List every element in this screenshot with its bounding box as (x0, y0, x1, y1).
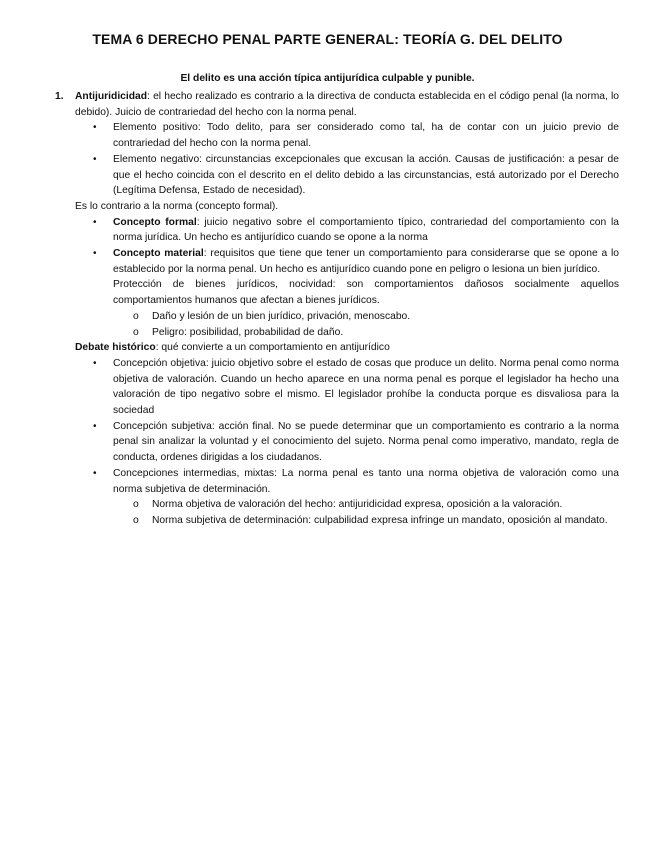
list-item (93, 356, 619, 419)
circle-marker: o (133, 514, 139, 526)
list-item (133, 513, 619, 529)
term-antijuridicidad: Antijuridicidad (75, 91, 148, 102)
bullet-text: Concepciones intermedias, mixtas: La norma penal es tanto una norma objetiva de valoración como una norma subjetiva de determinación. (113, 467, 619, 495)
bullet-text: : juicio negativo sobre el comportamiento típico, contrariedad del comportamiento con la norma jurídica. Un hecho es antijurídico cuando se opone a la norma (113, 216, 619, 244)
section-text: : el hecho realizado es contrario a la directiva de conducta establecida en el código penal (la norma, lo debido). Juicio de contrariedad del hecho con la norma penal. (75, 91, 619, 118)
document-body (0, 89, 655, 529)
list-item (133, 497, 619, 513)
list-item (93, 466, 619, 497)
bullet-marker: • (93, 153, 97, 165)
list-item (133, 325, 619, 341)
contrary-line: Es lo contrario a la norma (concepto formal). (75, 200, 279, 212)
term-concepto-material: Concepto material (113, 248, 204, 260)
bullet-marker: • (93, 122, 97, 134)
list-item (93, 419, 619, 466)
bullet-marker: • (93, 357, 97, 369)
list-item (93, 215, 619, 246)
bullet-text: Concepción subjetiva: acción final. No se puede determinar que un comportamiento es contrario a la norma penal sin analizar la voluntad y el conocimiento del sujeto. Norma penal como imperativo, mandato, regla de conducta, ordenes dirigidas a los ciudadanos. (113, 420, 619, 464)
term-concepto-formal: Concepto formal (113, 216, 197, 228)
bullet-text: Concepción objetiva: juicio objetivo sobre el estado de cosas que produce un delito. Norma penal como norma objetiva de valoración. Cuando un hecho aparece en una norma penal es porque el legislador ha hecho una valoración de tipo negativo sobre el mismo. El legislador prohíbe la conducta porque es disvaliosa para la sociedad (113, 357, 619, 417)
bullet-marker: • (93, 216, 97, 228)
sub-bullet-text: Norma subjetiva de determinación: culpabilidad expresa infringe un mandato, oposición al mandato. (152, 514, 608, 526)
list-item (93, 120, 619, 151)
sub-bullet-text: Daño y lesión de un bien jurídico, privación, menoscabo. (152, 310, 411, 322)
list-item (133, 309, 619, 325)
sub-bullet-text: Peligro: posibilidad, probabilidad de daño. (152, 326, 344, 338)
protection-paragraph: Protección de bienes jurídicos, nocividad: son comportamientos dañosos socialmente aquellos comportamientos humanos que afectan a bienes jurídicos. (113, 279, 619, 307)
sub-bullet-text: Norma objetiva de valoración del hecho: antijuridicidad expresa, oposición a la valoración. (152, 499, 563, 511)
bullet-marker: • (93, 467, 97, 479)
bullet-marker: • (93, 248, 97, 260)
section-number: 1. (55, 91, 64, 102)
circle-marker: o (133, 310, 139, 322)
debate-heading (75, 340, 619, 356)
bullet-text: : requisitos que tiene que tener un comportamiento para considerarse que se opone a lo establecido por la norma penal. Un hecho es antijurídico cuando pone en peligro o lesiona un bien jurídico. (113, 248, 619, 275)
term-debate-historico: Debate histórico (75, 342, 156, 354)
bullet-text: Elemento negativo: circunstancias excepcionales que excusan la acción. Causas de justificación: a pesar de que el hecho coincida con el descrito en el delito debido a las circunstancias, está autorizado por el Derecho (Legítima Defensa, Estado de necesidad). (113, 153, 619, 197)
bullet-marker: • (93, 420, 97, 432)
circle-marker: o (133, 499, 139, 511)
bullet-text: Elemento positivo: Todo delito, para ser considerado como tal, ha de contar con un juicio previo de contrariedad del hecho con la norma penal. (113, 122, 619, 150)
debate-text: : qué convierte a un comportamiento en antijurídico (155, 342, 390, 354)
list-item (93, 246, 619, 277)
list-item (93, 152, 619, 199)
circle-marker: o (133, 326, 139, 338)
section-antijuridicidad (55, 89, 619, 120)
subtitle: El delito es una acción típica antijurídica culpable y punible. (180, 73, 475, 84)
page-title: TEMA 6 DERECHO PENAL PARTE GENERAL: TEORÍA G. DEL DELITO (92, 31, 563, 47)
